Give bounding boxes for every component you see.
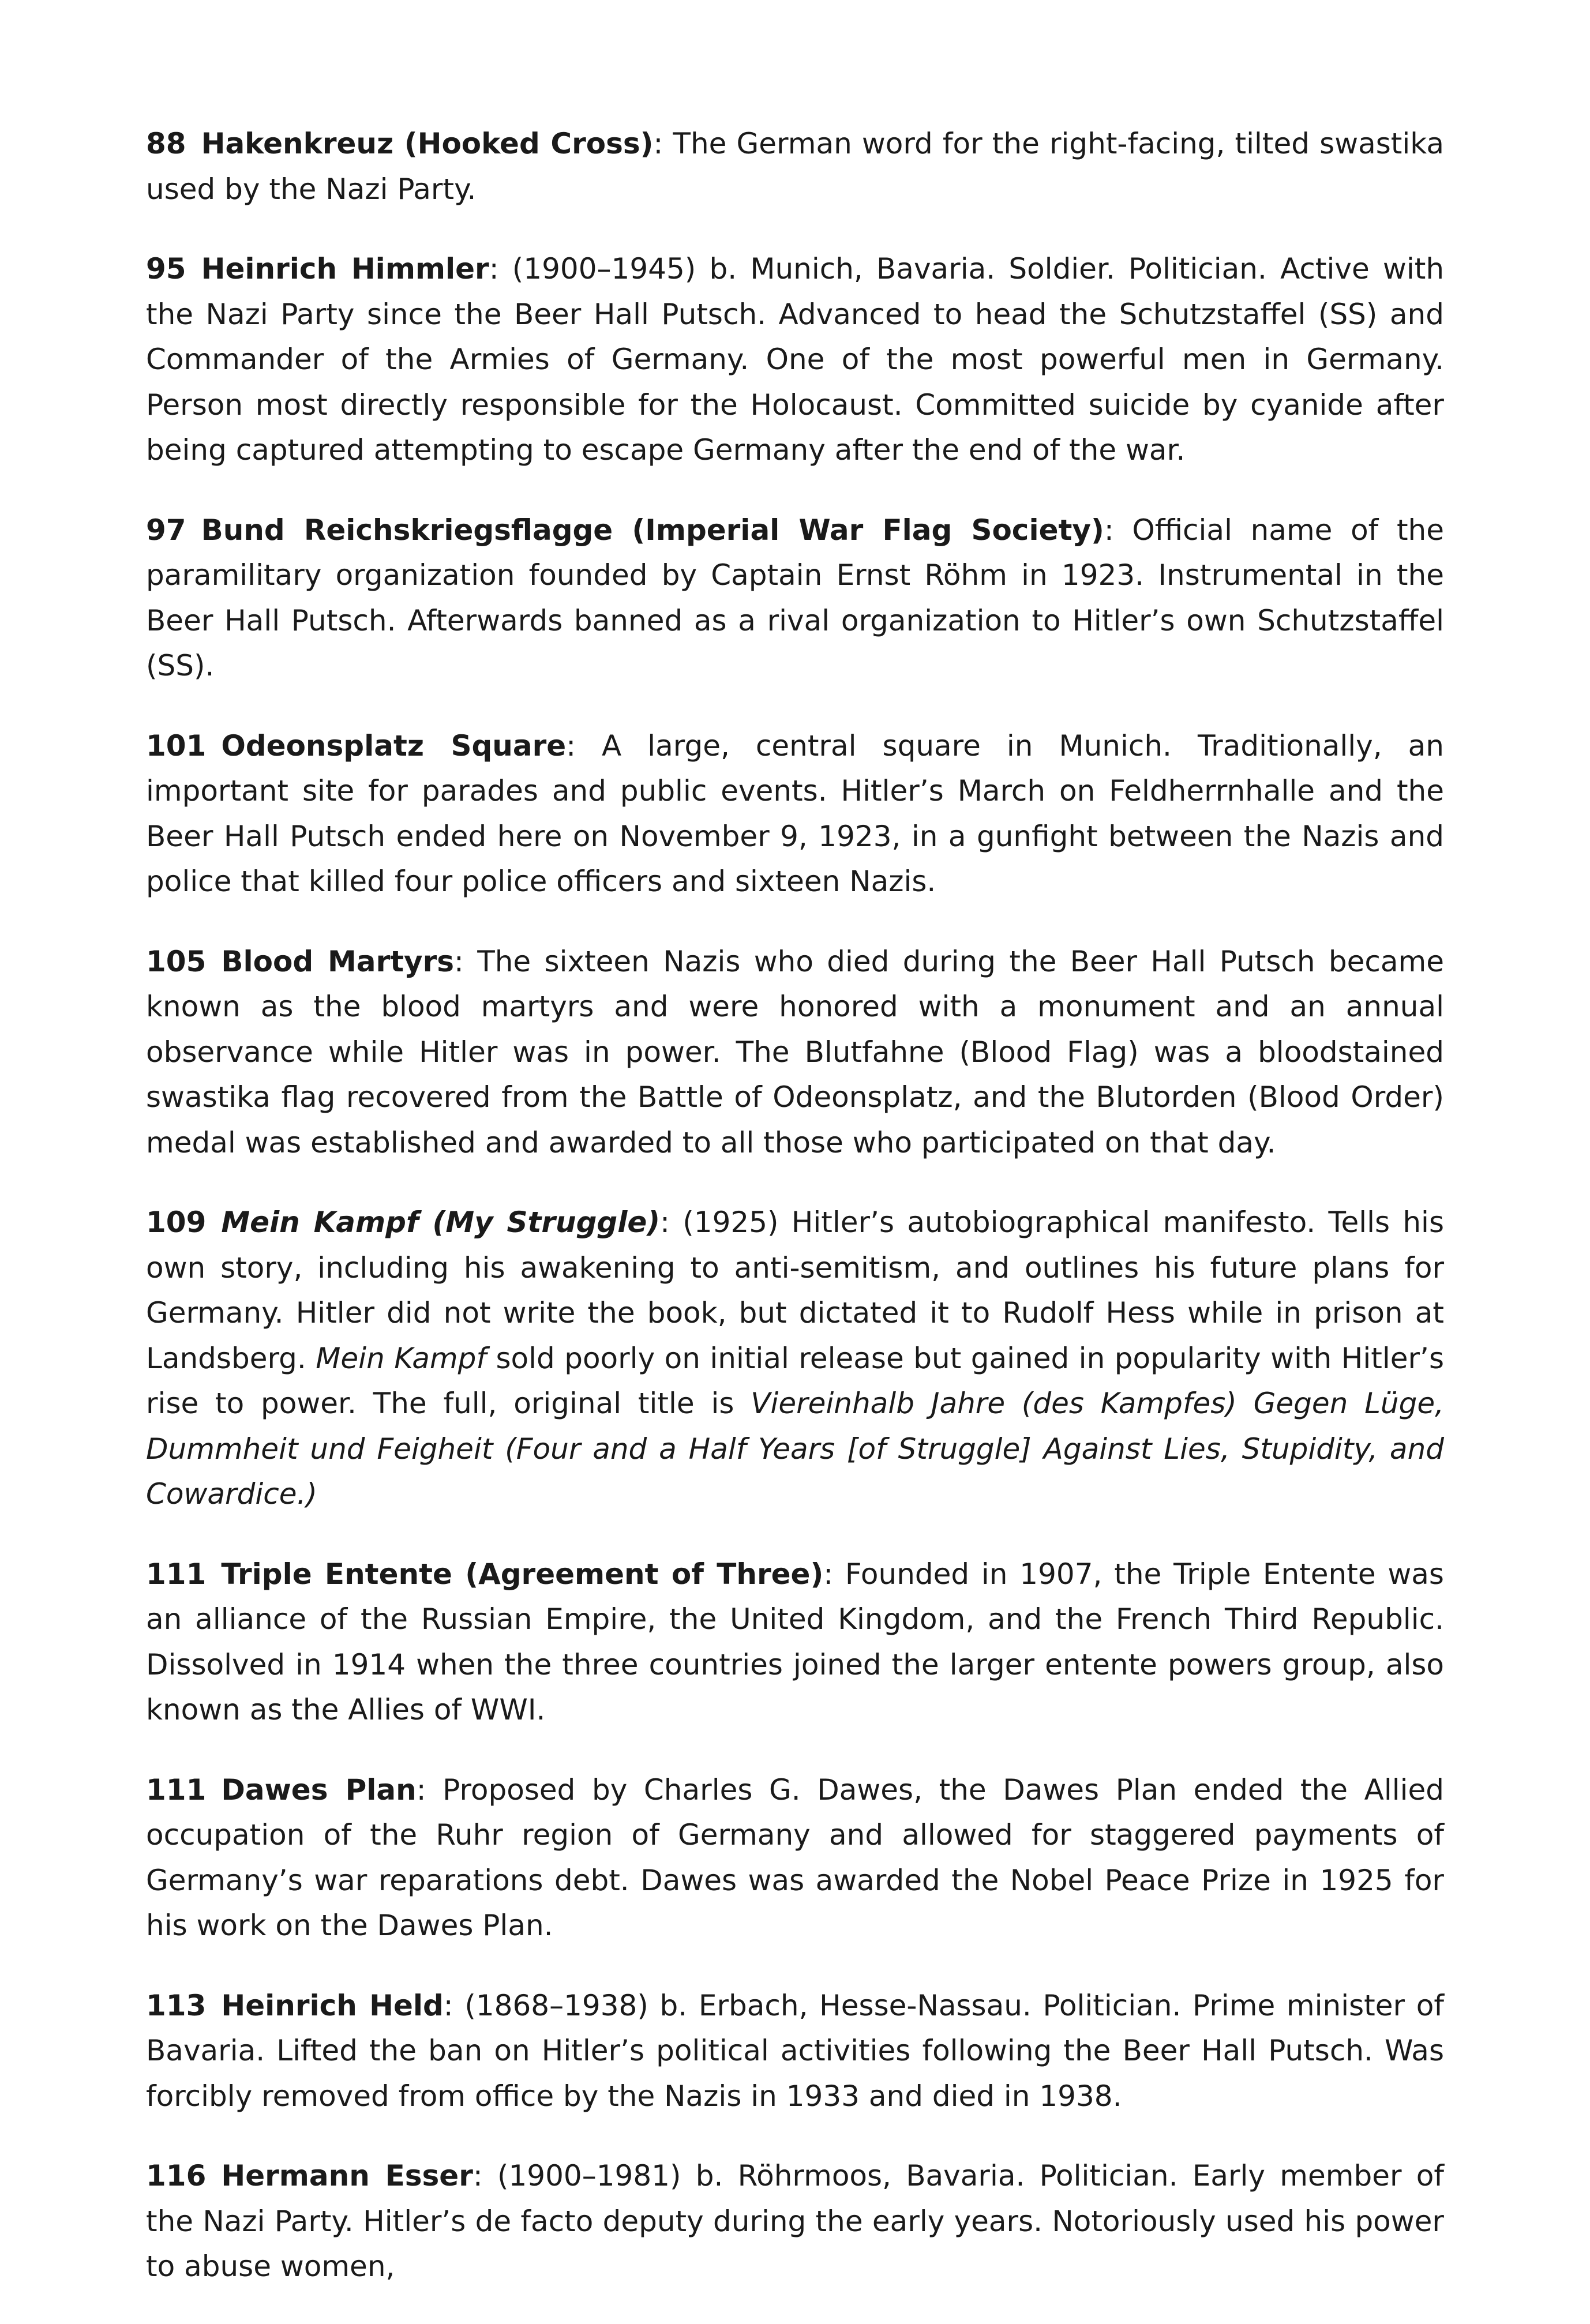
glossary-entry-88 [146,121,1444,212]
entry-page-number: 109 [146,1206,207,1239]
entry-term: Hermann Esser [221,2159,473,2192]
entry-term: Blood Martyrs [221,944,455,978]
entry-page-number: 105 [146,944,207,978]
glossary-page [146,121,1444,2324]
entry-term: Mein Kampf (My Struggle) [221,1206,661,1239]
glossary-entry-116 [146,2153,1444,2289]
entry-term: Hakenkreuz (Hooked Cross) [201,127,654,160]
entry-definition: sold poorly on initial release but gained in popularity with Hitler’s rise to power. The full, original title is [146,1341,1444,1420]
entry-term: Heinrich Held [221,1988,444,2022]
entry-definition: : The sixteen Nazis who died during the Beer Hall Putsch became known as the blood martyrs and were honored with a monument and an annual observance while Hitler was in power. The Blutfahne (Blood Flag) was a bloodstained swastika flag recovered from the Battle of Odeonsplatz, and the Blutorden (Blood Order) medal was established and awarded to all those who participated on that day. [146,944,1444,1159]
glossary-entry-113 [146,1983,1444,2119]
glossary-entry-111b [146,1767,1444,1948]
entry-definition: : A large, central square in Munich. Traditionally, an important site for parades and public events. Hitler’s March on Feldherrnhalle and the Beer Hall Putsch ended here on November 9, 1923, in a gunfight between the Nazis and police that killed four police officers and sixteen Nazis. [146,729,1445,898]
entry-definition: : Founded in 1907, the Triple Entente was an alliance of the Russian Empire, the United Kingdom, and the French Third Republic. Dissolved in 1914 when the three countries joined the larger entente powers group, also known as the Allies of WWI. [146,1557,1444,1726]
entry-definition-italic: Mein Kampf [316,1341,486,1375]
entry-definition-italic: Viereinhalb Jahre (des Kampfes) Gegen Lüge, Dummheit und Feigheit (Four and a Half Years [of Struggle] Against Lies, Stupidity, and Cowardice.) [146,1387,1445,1511]
entry-term: Heinrich Himmler [201,252,489,286]
entry-definition: : (1900–1981) b. Röhrmoos, Bavaria. Politician. Early member of the Nazi Party. Hitler’s de facto deputy during the early years. Notoriously used his power to abuse women, [146,2159,1444,2283]
entry-definition: : (1868–1938) b. Erbach, Hesse-Nassau. Politician. Prime minister of Bavaria. Lifted the ban on Hitler’s political activities following the Beer Hall Putsch. Was forcibly removed from office by the Nazis in 1933 and died in 1938. [146,1988,1444,2113]
entry-term: Bund Reichskriegsflagge (Imperial War Flag Society) [201,513,1104,547]
glossary-entry-109 [146,1200,1444,1517]
entry-page-number: 97 [146,513,186,547]
entry-definition: : (1925) Hitler’s autobiographical manifesto. Tells his own story, including his awakening to anti-semitism, and outlines his future plans for Germany. Hitler did not write the book, but dictated it to Rudolf Hess while in prison at Landsberg. [146,1206,1444,1375]
glossary-entry-101 [146,723,1444,904]
entry-page-number: 101 [146,729,207,763]
entry-definition: : The German word for the right-facing, tilted swastika used by the Nazi Party. [146,127,1444,206]
entry-page-number: 95 [146,252,186,286]
entry-page-number: 88 [146,127,186,160]
entry-page-number: 111 [146,1557,207,1591]
glossary-entry-97 [146,508,1444,689]
glossary-entry-95 [146,246,1444,473]
glossary-entry-111a [146,1552,1444,1733]
entry-definition: : (1900–1945) b. Munich, Bavaria. Soldier. Politician. Active with the Nazi Party since the Beer Hall Putsch. Advanced to head the Schutzstaffel (SS) and Commander of the Armies of Germany. One of the most powerful men in Germany. Person most directly responsible for the Holocaust. Committed suicide by cyanide after being captured attempting to escape Germany after the end of the war. [146,252,1445,467]
entry-definition: : Official name of the paramilitary organization founded by Captain Ernst Röhm in 1923. Instrumental in the Beer Hall Putsch. Afterwards banned as a rival organization to Hitler’s own Schutzstaffel (SS). [146,513,1444,682]
entry-term: Odeonsplatz Square [221,729,567,763]
entry-page-number: 111 [146,1773,207,1807]
entry-page-number: 116 [146,2159,207,2192]
entry-definition: : Proposed by Charles G. Dawes, the Dawes Plan ended the Allied occupation of the Ruhr region of Germany and allowed for staggered payments of Germany’s war reparations debt. Dawes was awarded the Nobel Peace Prize in 1925 for his work on the Dawes Plan. [146,1773,1444,1942]
entry-term: Dawes Plan [221,1773,417,1807]
entry-page-number: 113 [146,1988,207,2022]
entry-term: Triple Entente (Agreement of Three) [221,1557,824,1591]
glossary-entry-105 [146,939,1444,1166]
